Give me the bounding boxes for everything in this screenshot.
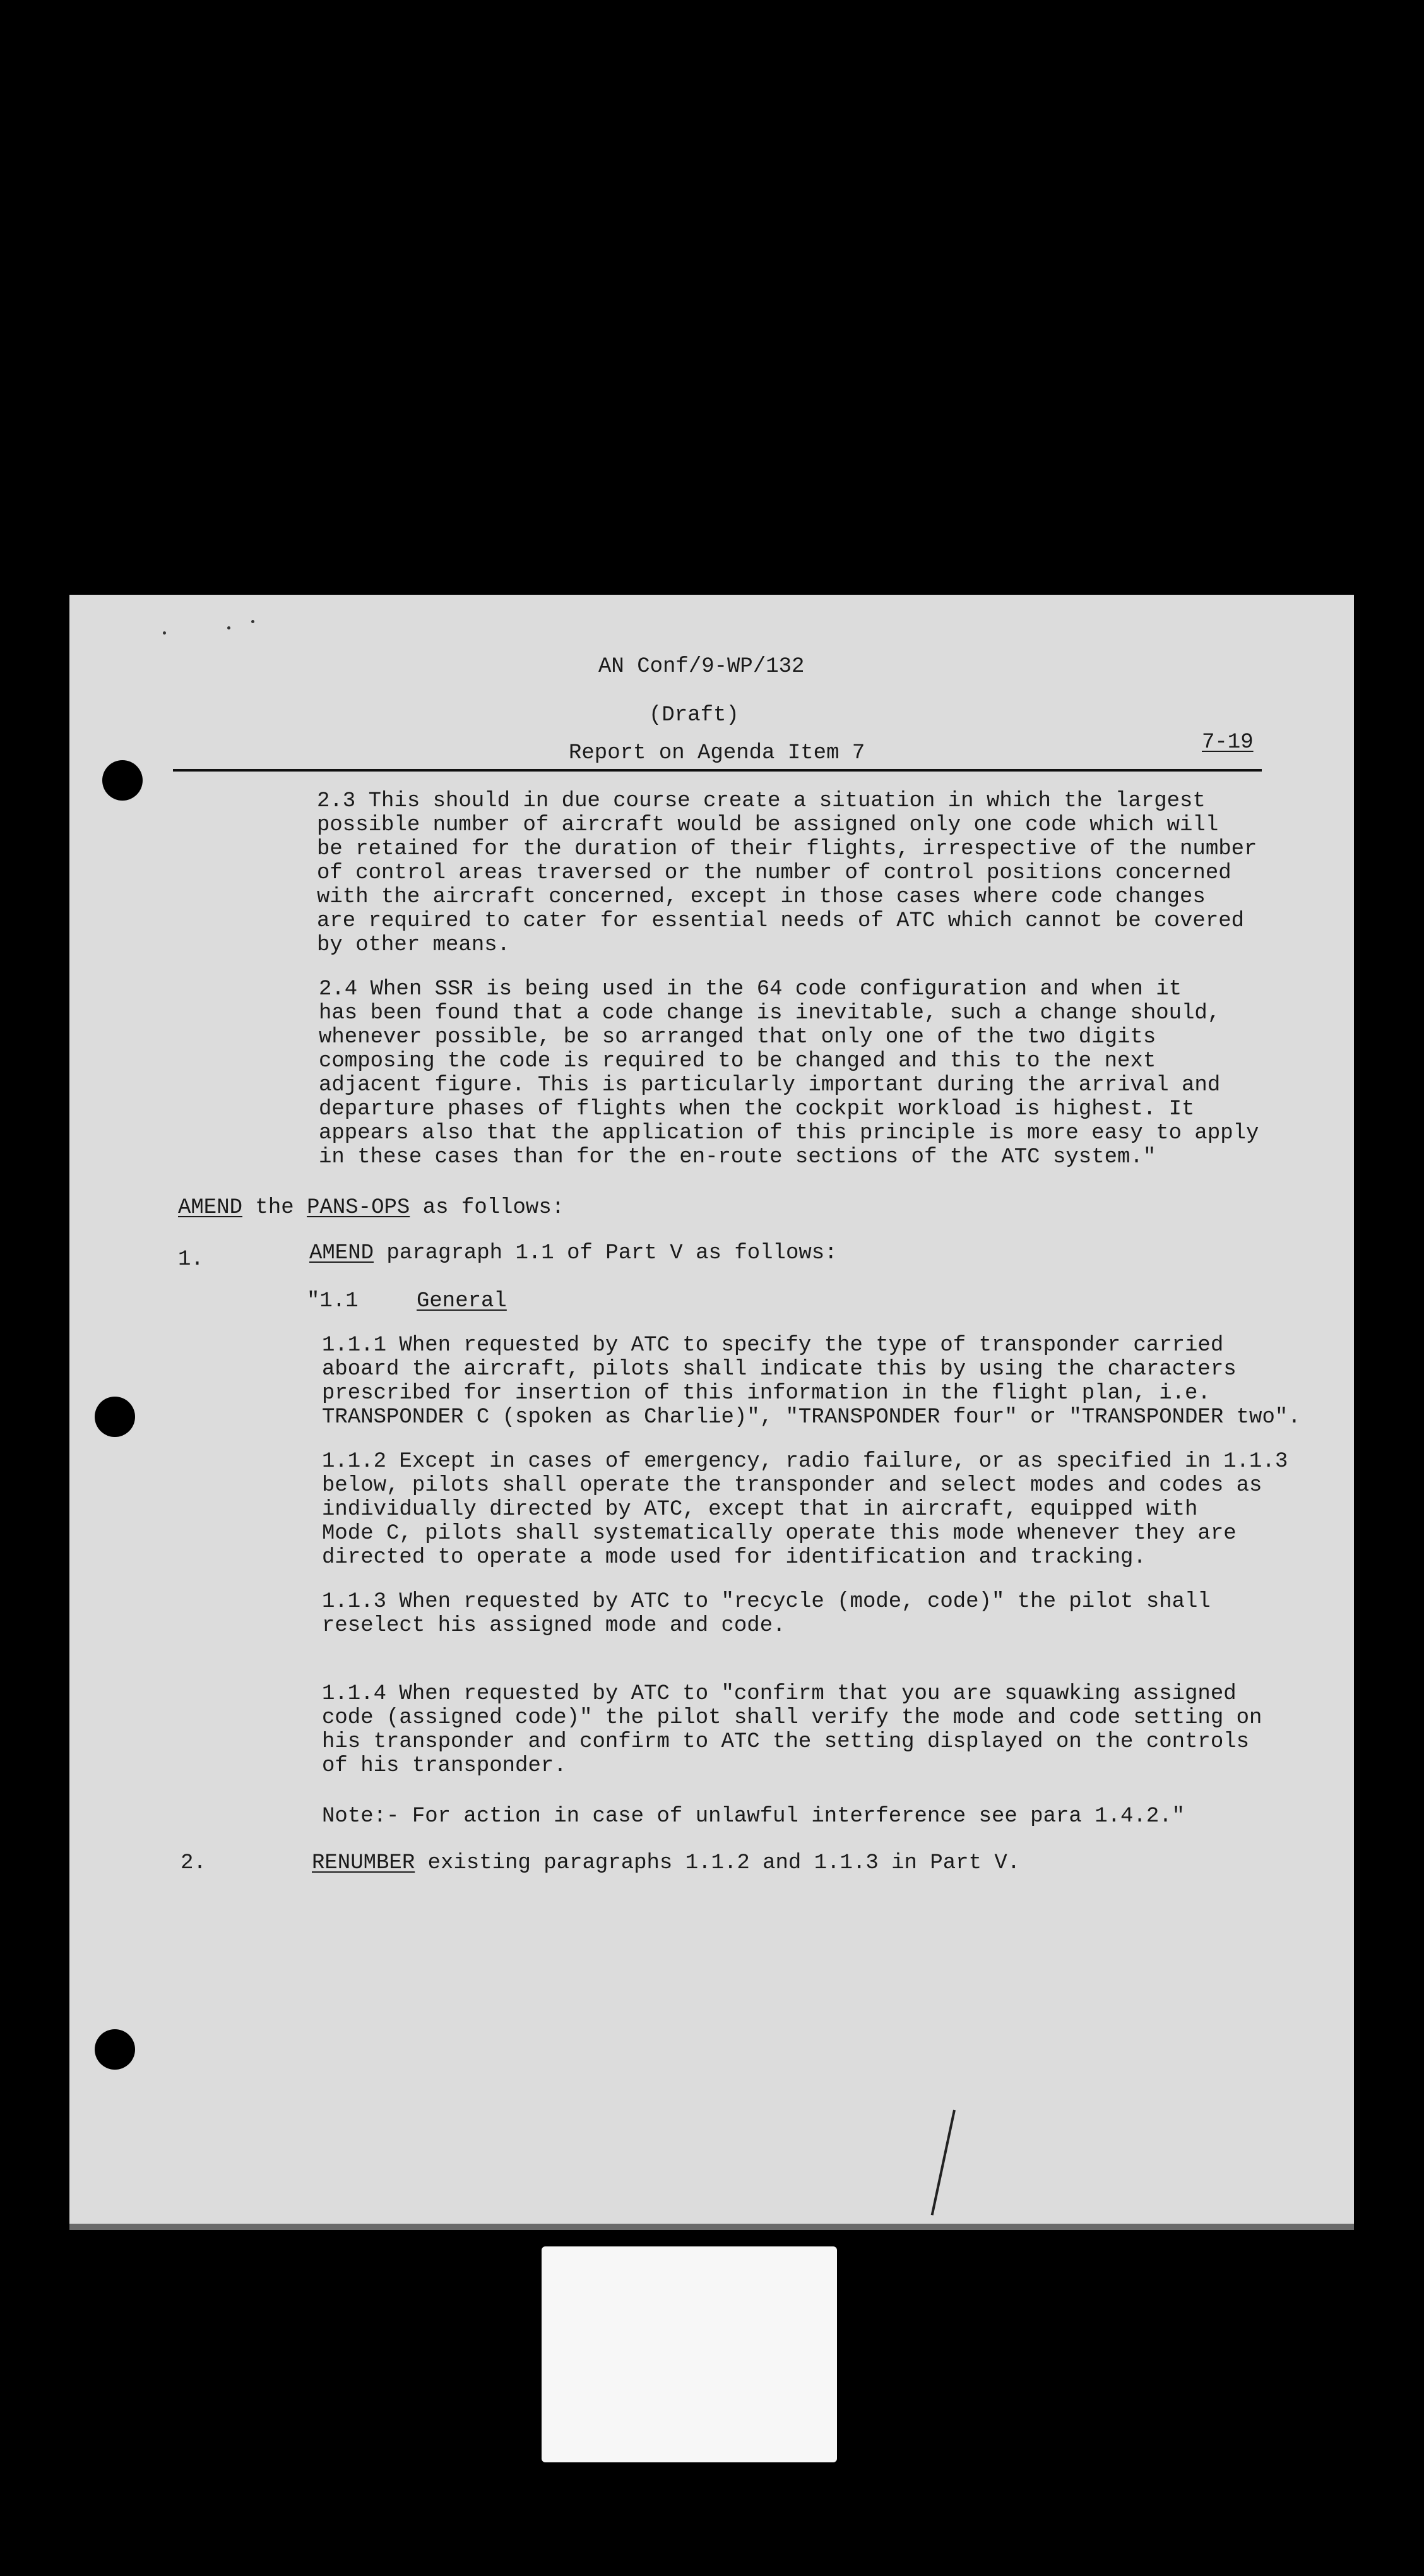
text-line: of his transponder. bbox=[322, 1754, 567, 1778]
text-line: aboard the aircraft, pilots shall indicate this by using the characters bbox=[322, 1357, 1237, 1381]
text-line: possible number of aircraft would be assigned only one code which will bbox=[317, 813, 1219, 837]
punch-hole-bottom bbox=[95, 2029, 135, 2070]
text-line: be retained for the duration of their flights, irrespective of the number bbox=[317, 837, 1257, 861]
text-line: 1.1.1 When requested by ATC to specify the type of transponder carried bbox=[322, 1333, 1224, 1357]
doc-reference: AN Conf/9-WP/132 bbox=[598, 655, 805, 679]
text-line: 2.4 When SSR is being used in the 64 code configuration and when it bbox=[319, 977, 1182, 1001]
connector-text: existing paragraphs 1.1.2 and 1.1.3 in Part V. bbox=[415, 1851, 1021, 1875]
item-2-number: 2. bbox=[181, 1851, 206, 1875]
text-line: 1.1.4 When requested by ATC to "confirm that you are squawking assigned bbox=[322, 1682, 1237, 1706]
text-line: reselect his assigned mode and code. bbox=[322, 1614, 786, 1638]
item-1-number: 1. bbox=[178, 1248, 204, 1272]
text-line: his transponder and confirm to ATC the setting displayed on the controls bbox=[322, 1730, 1250, 1754]
page-number: 7-19 bbox=[1202, 730, 1254, 754]
text-line: 1.1.3 When requested by ATC to "recycle (mode, code)" the pilot shall bbox=[322, 1590, 1211, 1614]
text-line: Mode C, pilots shall systematically operate this mode whenever they are bbox=[322, 1522, 1237, 1546]
text-line: below, pilots shall operate the transponder and select modes and codes as bbox=[322, 1474, 1262, 1498]
pen-stroke-mark bbox=[931, 2110, 956, 2215]
text-line: adjacent figure. This is particularly important during the arrival and bbox=[319, 1073, 1221, 1097]
connector-text: the bbox=[242, 1196, 307, 1220]
section-1-1-number: "1.1 bbox=[307, 1289, 359, 1313]
text-line: are required to cater for essential needs of ATC which cannot be covered bbox=[317, 909, 1245, 933]
blank-white-card bbox=[542, 2246, 837, 2462]
text-line: composing the code is required to be changed and this to the next bbox=[319, 1049, 1156, 1073]
text-line: code (assigned code)" the pilot shall verify the mode and code setting on bbox=[322, 1706, 1262, 1730]
text-line: TRANSPONDER C (spoken as Charlie)", "TRANSPONDER four" or "TRANSPONDER two". bbox=[322, 1405, 1301, 1429]
text-line: prescribed for insertion of this information in the flight plan, i.e. bbox=[322, 1381, 1211, 1405]
header-rule bbox=[173, 769, 1262, 772]
report-title: Report on Agenda Item 7 bbox=[569, 741, 865, 765]
text-line: individually directed by ATC, except that in aircraft, equipped with bbox=[322, 1498, 1198, 1522]
item-1-text bbox=[309, 1241, 838, 1265]
text-line: 2.3 This should in due course create a situation in which the largest bbox=[317, 789, 1206, 813]
renumber-keyword: RENUMBER bbox=[312, 1851, 415, 1875]
text-line: whenever possible, be so arranged that only one of the two digits bbox=[319, 1025, 1156, 1049]
connector-text: as follows: bbox=[410, 1196, 565, 1220]
punch-hole-middle bbox=[95, 1397, 135, 1437]
punch-hole-top bbox=[102, 760, 143, 801]
amend-pans-ops-line bbox=[178, 1196, 564, 1220]
connector-text: paragraph 1.1 of Part V as follows: bbox=[374, 1241, 838, 1265]
text-line: by other means. bbox=[317, 933, 511, 957]
text-line: appears also that the application of this principle is more easy to apply bbox=[319, 1121, 1259, 1145]
speck-mark bbox=[163, 631, 166, 635]
amend-keyword: AMEND bbox=[178, 1196, 243, 1220]
amend-keyword: AMEND bbox=[309, 1241, 374, 1265]
text-line: directed to operate a mode used for identification and tracking. bbox=[322, 1546, 1146, 1570]
draft-label: (Draft) bbox=[649, 703, 739, 727]
text-line: 1.1.2 Except in cases of emergency, radio failure, or as specified in 1.1.3 bbox=[322, 1450, 1288, 1474]
text-line: of control areas traversed or the number of control positions concerned bbox=[317, 861, 1231, 885]
text-line: with the aircraft concerned, except in those cases where code changes bbox=[317, 885, 1206, 909]
text-line: departure phases of flights when the cockpit workload is highest. It bbox=[319, 1097, 1195, 1121]
text-line: in these cases than for the en-route sections of the ATC system." bbox=[319, 1145, 1156, 1169]
item-2-text bbox=[312, 1851, 1020, 1875]
speck-mark bbox=[227, 626, 230, 629]
document-page bbox=[69, 595, 1354, 2230]
page-bottom-edge bbox=[69, 2224, 1354, 2230]
note-text: Note:- For action in case of unlawful interference see para 1.4.2." bbox=[322, 1804, 1185, 1828]
section-1-1-title: General bbox=[417, 1289, 507, 1313]
pans-ops-keyword: PANS-OPS bbox=[307, 1196, 410, 1220]
text-line: has been found that a code change is inevitable, such a change should, bbox=[319, 1001, 1221, 1025]
speck-mark bbox=[251, 620, 254, 623]
